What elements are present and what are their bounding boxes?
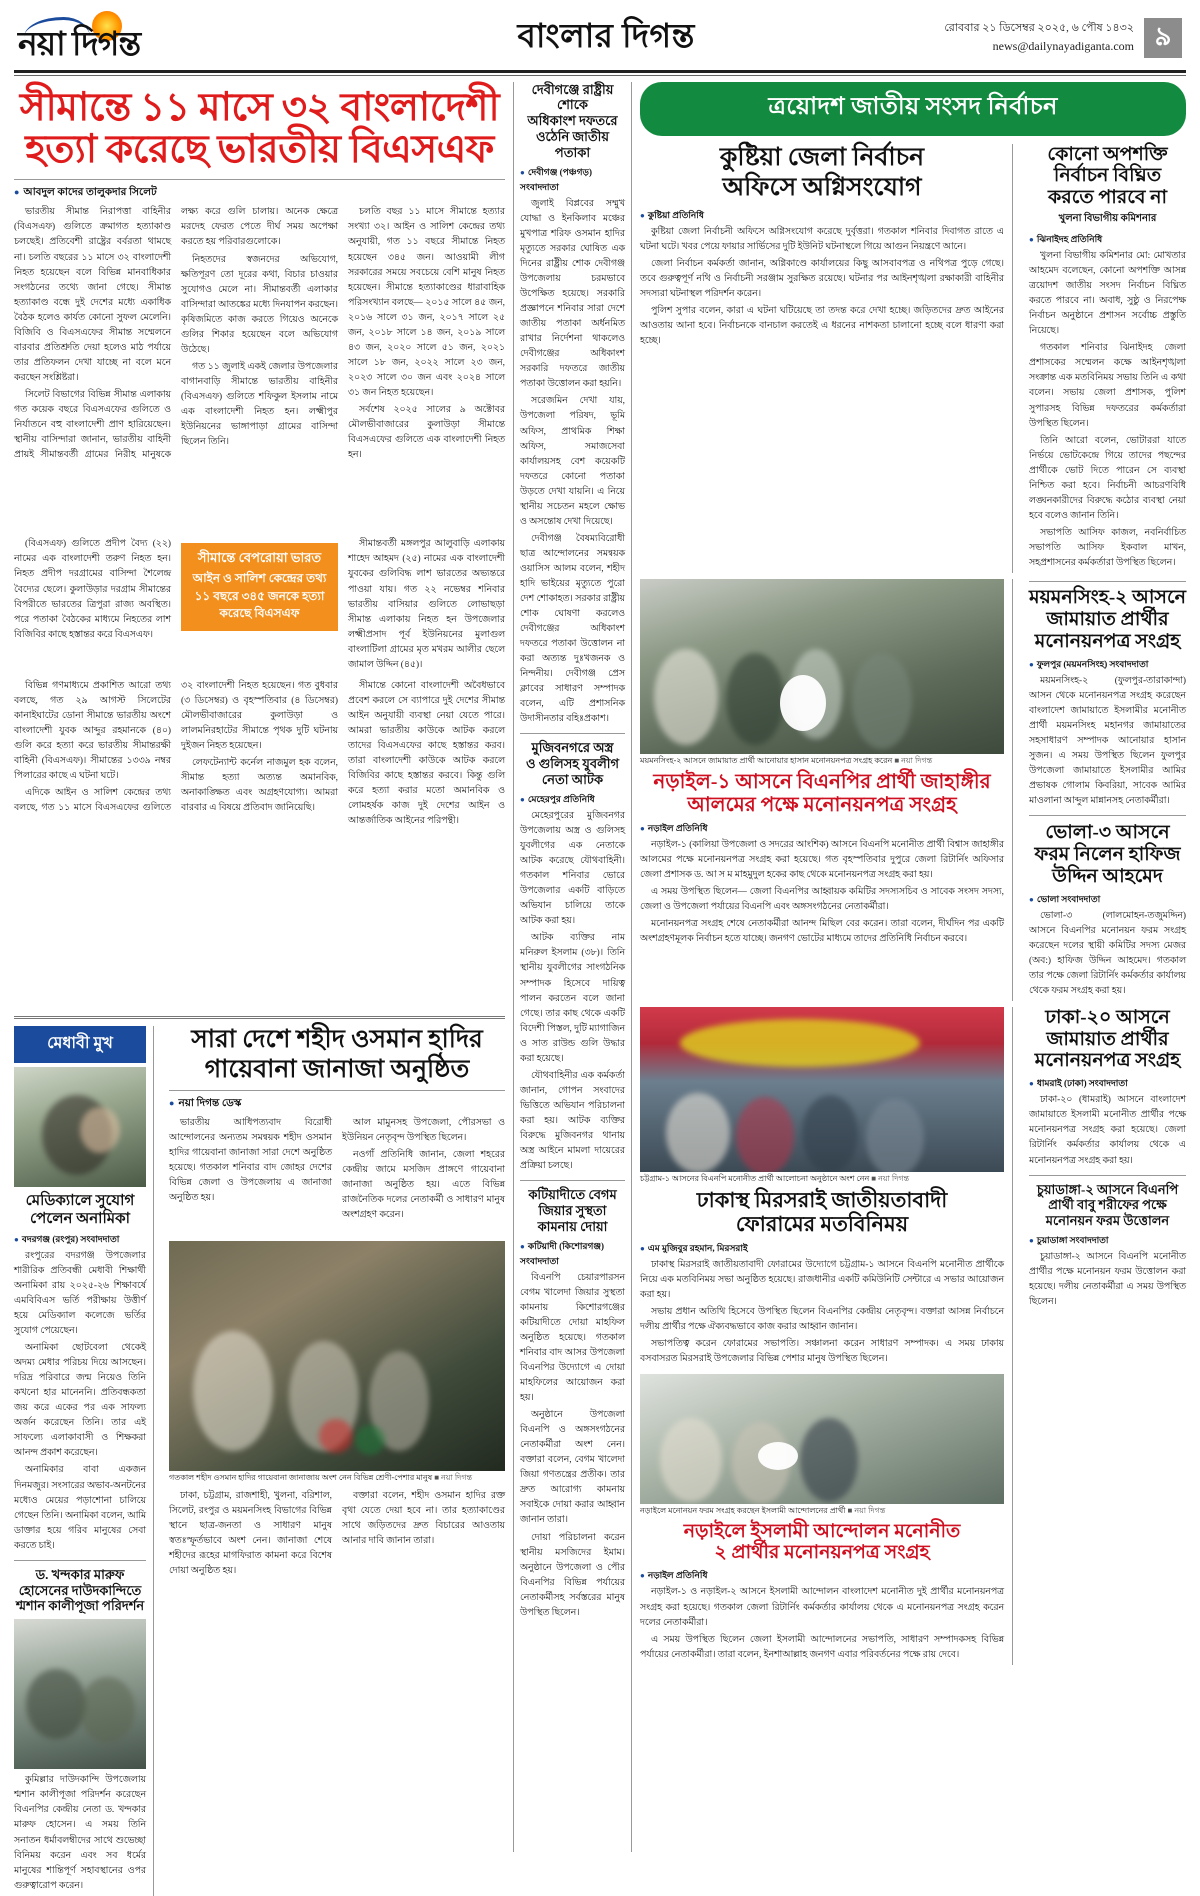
debiganj-title-1: দেবীগঞ্জে রাষ্ট্রীয় শোকে [531, 81, 614, 113]
katiadi-body [520, 1271, 625, 1621]
paragraph: নিহতদের স্বজনদের অভিযোগ, ক্ষতিপূরণ তো দূরের কথা, বিচার চাওয়ার সুযোগও মেলে না। সীমান্তবর্তী এলাকার বাসিন্দারা আতঙ্কের মধ্যে দিনযাপন করছেন। কৃষিজমিতে কাজ করতে গিয়েও অনেকে গুলির শিকার হয়েছেন বলে অভিযোগ উঠেছে। [181, 254, 338, 355]
bhola-title-2: ফরম নিলেন হাফিজ [1034, 843, 1181, 865]
paragraph: জেলা নির্বাচন কর্মকর্তা জানান, অগ্নিকাণ্ডে কার্যালয়ের কিছু আসবাবপত্র ও নথিপত্র পুড়ে গেছে। তবে গুরুত্বপূর্ণ নথি ও নির্বাচনী সরঞ্জাম সুরক্ষিত রয়েছে। ঘটনার পর আইনশৃঙ্খলা রক্ষাকারী বাহিনীর সদস্যরা ঘটনাস্থল পরিদর্শন করেন। [640, 258, 1004, 299]
bhola-title-3: উদ্দিন আহমেদ [1052, 865, 1163, 887]
mirsarai-photo-caption: চট্টগ্রাম-১ আসনের বিএনপি মনোনীত প্রার্থী আলোচনা অনুষ্ঠানে অংশ নেন ■ নয়া দিগন্ত [640, 1173, 910, 1183]
lead-callout-col [181, 537, 338, 674]
osman-section [162, 1026, 505, 1896]
logo-text: নয়া দিগন্ত [18, 27, 141, 63]
paragraph: পুলিশ সুপার বলেন, কারা এ ঘটনা ঘটিয়েছে তা তদন্ত করে দেখা হচ্ছে। জড়িতদের দ্রুত আইনের আওতায় আনা হবে। নির্বাচনকে বানচাল করতেই এ ধরনের নাশকতা চালানো হচ্ছে বলে ধারণা করা হচ্ছে। [640, 305, 1004, 346]
election-bottom-row [640, 1007, 1186, 1665]
lead-lower-col1 [14, 537, 171, 674]
debiganj-body [520, 197, 625, 728]
osman-photo-caption: গতকাল শহীদ ওসমান হাদির গায়েবানা জানাজায় অংশ নেন বিভিন্ন শ্রেণী-পেশার মানুষ ■ নয়া দিগন্ত [169, 1472, 473, 1482]
khulna-title-2: নির্বাচন বিঘ্নিত [1053, 165, 1162, 187]
mujibnagar-body [520, 809, 625, 1174]
narail-islami-photo [640, 1374, 1004, 1504]
narail-title-1: নড়াইল-১ আসনে বিএনপির প্রার্থী জাহাঙ্গীর [653, 771, 991, 794]
lead-lower-block [14, 537, 505, 674]
callout-title: সীমান্তে বেপরোয়া ভারত [197, 550, 322, 566]
paragraph: (বিএসএফ) গুলিতে প্রদীপ বৈদ্য (২২) নামের এক বাংলাদেশী তরুণ নিহত হন। নিহত প্রদীপ দরগ্রামের বাসিন্দা শৈলেন্দ্র বৈদ্যের ছেলে। কুলাউড়ার দরগ্রাম সীমান্তের বিপরীতে ভারতের ত্রিপুরা রাজ্য অবস্থিত। পরে পতাকা বৈঠকের মাধ্যমে নিহতের লাশ বিজিবির কাছে হস্তান্তর করে বিএসএফ। [14, 539, 171, 640]
khulna-byline: ● ঝিনাইদহ প্রতিনিধি [1029, 232, 1186, 247]
lead-story [14, 82, 505, 172]
kushtia-title-2: অফিসে অগ্নিসংযোগ [722, 173, 922, 201]
kushtia-title-1: কুষ্টিয়া জেলা নির্বাচন [719, 143, 925, 171]
paragraph: অনুষ্ঠানে উপজেলা বিএনপি ও অঙ্গসংগঠনের নেতাকর্মীরা অংশ নেন। বক্তারা বলেন, বেগম খালেদা জিয়া গণতন্ত্রের প্রতীক। তার দ্রুত আরোগ্য কামনায় সবাইকে দোয়া করার আহ্বান জানান তারা। [520, 1410, 625, 1526]
osman-title-2: গায়েবানা জানাজা অনুষ্ঠিত [204, 1055, 470, 1083]
katiadi-title-1: কটিয়াদীতে বেগম [528, 1187, 617, 1203]
paragraph: নড়াইল-১ (কালিয়া উপজেলা ও সদরের আংশিক) আসনে বিএনপি মনোনীত প্রার্থী বিশ্বাস জাহাঙ্গীর আলমের পক্ষে মনোনয়নপত্র সংগ্রহ করা হয়েছে। গত বৃহস্পতিবার দুপুরে জেলা রিটার্নিং অফিসার জেলা প্রশাসক ড. আ স ম মাহমুদুল হকের কাছ থেকে মনোনয়নপত্র সংগ্রহ করা হয়। [640, 840, 1004, 881]
paragraph: সভাপতি আসিফ কাজল, নবনির্বাচিত সভাপতি আসিফ ইকবাল মাখন, সহপ্রশাসনের কর্মকর্তারা উপস্থিত ছিলেন। [1029, 527, 1186, 568]
dhaka20-title-2: জামায়াত প্রার্থীর [1046, 1028, 1169, 1050]
paragraph: সিলেট বিভাগের বিভিন্ন সীমান্ত এলাকায় গত কয়েক বছরে বিএসএফের গুলিতে ও নির্যাতনে বহু বাংলাদেশী প্রাণ হারিয়েছেন। স্থানীয় বাসিন্দারা জানান, ভারতীয় বাহিনী প্রায়ই সীমান্তবর্তী গ্রামের নিরীহ মানুষকে লক্ষ্য করে গুলি চালায়। অনেক ক্ষেত্রে মরদেহ ফেরত পেতে দীর্ঘ সময় অপেক্ষা করতে হয় পরিবারগুলোকে। [14, 207, 338, 461]
caption-credit: নয়া দিগন্ত [878, 1173, 910, 1183]
medhabi-section [14, 1026, 154, 1896]
mymensingh-title-3: মনোনয়নপত্র সংগ্রহ [1034, 630, 1181, 652]
divider [1029, 815, 1186, 816]
lead-headline-line2: হত্যা করেছে ভারতীয় বিএসএফ [25, 128, 494, 172]
lead-lower-text3 [348, 537, 505, 672]
masthead-right [944, 18, 1182, 58]
masthead-rule-thin [14, 75, 1186, 76]
mujibnagar-title-1: মুজিবনগরে অস্ত্র [531, 740, 614, 756]
divider [520, 1180, 625, 1181]
paragraph: ভারতীয় সীমান্ত নিরাপত্তা বাহিনীর (বিএসএফ) গুলিতে ক্রমাগত হত্যাকাণ্ড চলছেই। প্রতিবেশী রাষ্ট্রের বর্বরতা থামছে না। চলতি বছরের ১১ মাসে ৩২ বাংলাদেশী নিহত হয়েছেন বলে বিভিন্ন মানবাধিকার সংগঠনের তথ্যে জানা গেছে। সীমান্ত হত্যাকাণ্ড বন্ধে দুই দেশের মধ্যে একাধিক বৈঠক হলেও কার্যত কোনো সুফল মেলেনি। বিজিবি ও বিএসএফের সীমান্ত সম্মেলনে বারবার প্রতিশ্রুতি দেয়া হলেও মাঠ পর্যায়ে তার প্রতিফলন দেখা যাচ্ছে না বলে মনে করছেন সংশ্লিষ্টরা। [14, 207, 171, 383]
divider [169, 1090, 505, 1091]
election-top-row [640, 144, 1186, 574]
chuadanga-title-1: চুয়াডাঙ্গা-২ আসনে বিএনপি [1036, 1181, 1179, 1197]
center-title-text: বাংলার দিগন্ত [517, 19, 695, 55]
narail-body [640, 838, 1004, 947]
date-line: রোববার ২১ ডিসেম্বর ২০২৫, ৬ পৌষ ১৪৩২ [944, 22, 1134, 35]
page-number-badge: ৯ [1144, 18, 1182, 58]
lower-left-block [14, 1026, 505, 1896]
katiadi-byline: ● কটিয়াদী (কিশোরগঞ্জ) সংবাদদাতা [520, 1239, 625, 1269]
dhaka20-title-1: ঢাকা-২০ আসনে [1045, 1006, 1170, 1028]
dhaka20-body [1029, 1093, 1186, 1168]
lead-lower-text1 [14, 537, 171, 642]
lead-lower-col3 [348, 537, 505, 674]
dhaka20-title-3: মনোনয়নপত্র সংগ্রহ [1034, 1050, 1181, 1072]
lead-continued [14, 679, 505, 1009]
divider [14, 179, 505, 180]
divider [1029, 581, 1186, 582]
mymensingh-body [1029, 674, 1186, 809]
paragraph: তিনি আরো বলেন, ভোটাররা যাতে নির্ভয়ে ভোটকেন্দ্রে গিয়ে তাদের পছন্দের প্রার্থীকে ভোট দিতে পারেন সে ব্যবস্থা নিশ্চিত করা হবে। নির্বাচনী আচরণবিধি লঙ্ঘনকারীদের বিরুদ্ধে কঠোর ব্যবস্থা নেয়া হবে বলেও জানান তিনি। [1029, 435, 1186, 521]
masthead-meta [944, 20, 1134, 56]
medhabi-byline: ● বদরগঞ্জ (রংপুর) সংবাদদাতা [14, 1232, 146, 1247]
medhabi-photo [14, 1067, 146, 1187]
katiadi-title-3: কামনায় দোয়া [537, 1218, 608, 1234]
debiganj-title-3: ওঠেনি জাতীয় পতাকা [535, 129, 609, 160]
caption-credit: নয়া দিগন্ত [441, 1472, 473, 1482]
paragraph: কুষ্টিয়া জেলা নির্বাচনী অফিসে অগ্নিসংযোগ করেছে দুর্বৃত্তরা। গতকাল শনিবার দিবাগত রাতে এ ঘটনা ঘটে। খবর পেয়ে ফায়ার সার্ভিসের দুটি ইউনিট ঘটনাস্থলে গিয়ে আগুন নিয়ন্ত্রণে আনে। [640, 226, 1004, 252]
paragraph: মেহেরপুরের মুজিবনগর উপজেলায় অস্ত্র ও গুলিসহ যুবলীগের এক নেতাকে আটক করেছে যৌথবাহিনী। গতকাল শনিবার ভোরে উপজেলার একটি বাড়িতে অভিযান চালিয়ে তাকে আটক করা হয়। [520, 811, 625, 927]
khulna-kicker: খুলনা বিভাগীয় কমিশনার [1058, 213, 1157, 225]
medhabi-tab: মেধাবী মুখ [14, 1026, 146, 1063]
paragraph: এ সময় উপস্থিত ছিলেন জেলা ইসলামী আন্দোলনের সভাপতি, সাধারণ সম্পাদকসহ বিভিন্ন পর্যায়ের নেতাকর্মীরা। তারা বলেন, ইনশাআল্লাহ জনগণ এবার পরিবর্তনের পক্ষে রায় দেবে। [640, 1634, 1004, 1660]
divider [14, 1560, 146, 1561]
medhabi-body [14, 1249, 146, 1554]
orange-callout [181, 543, 338, 631]
logo[interactable] [18, 13, 268, 63]
khulna-title-3: করতে পারবে না [1047, 187, 1168, 209]
paragraph: আল মামুনসহ উপজেলা, পৌরসভা ও ইউনিয়ন নেতৃবৃন্দ উপস্থিত ছিলেন। [342, 1117, 505, 1143]
chuadanga-body [1029, 1250, 1186, 1310]
osman-title-1: সারা দেশে শহীদ ওসমান হাদির [191, 1025, 483, 1053]
paragraph: মনোনয়নপত্র সংগ্রহ শেষে নেতাকর্মীরা আনন্দ মিছিল বের করেন। তারা বলেন, দীর্ঘদিন পর একটি অংশগ্রহণমূলক নির্বাচন হতে যাচ্ছে। জনগণ ভোটের মাধ্যমে তাদের প্রতিনিধি নির্বাচন করবে। [640, 919, 1004, 945]
paragraph: সভায় প্রধান অতিথি হিসেবে উপস্থিত ছিলেন বিএনপির কেন্দ্রীয় নেতৃবৃন্দ। বক্তারা আসন্ন নির্বাচনে দলীয় প্রার্থীর পক্ষে ঐক্যবদ্ধভাবে কাজ করার আহ্বান জানান। [640, 1307, 1004, 1333]
mymensingh-title-1: ময়মনসিংহ-২ আসনে [1029, 587, 1186, 609]
chuadanga-byline: ● চুয়াডাঙ্গা সংবাদদাতা [1029, 1233, 1186, 1248]
medhabi-kicker-3: শ্মশান কালীপূজা পরিদর্শন [15, 1598, 145, 1614]
paragraph: খুলনা বিভাগীয় কমিশনার মো: মোখতার আহমেদ বলেছেন, কোনো অপশক্তি আসন্ন ত্রয়োদশ জাতীয় সংসদ নির্বাচন বিঘ্নিত করতে পারবে না। অবাধ, সুষ্ঠু ও নিরপেক্ষ নির্বাচন অনুষ্ঠানে প্রশাসন সর্বোচ্চ প্রস্তুতি নিয়েছে। [1029, 251, 1186, 337]
medhabi-title-2: পেলেন অনামিকা [30, 1210, 130, 1227]
lead-body-columns [14, 205, 505, 535]
middle-column [514, 82, 632, 1852]
masthead-rule [14, 70, 1186, 73]
caption-text: চট্টগ্রাম-১ আসনের বিএনপি মনোনীত প্রার্থী আলোচনা অনুষ্ঠানে অংশ নেন [640, 1173, 870, 1183]
kushtia-byline: ● কুষ্টিয়া প্রতিনিধি [640, 208, 1004, 223]
debiganj-title-2: অধিকাংশ দফতরে [527, 113, 618, 129]
paragraph: চলতি বছর ১১ মাসে সীমান্তে হত্যার সংখ্যা ৩২। আইন ও সালিশ কেন্দ্রের তথ্য অনুযায়ী, গত ১১ বছরে সীমান্তে নিহত হয়েছেন ৩৪৫ জন। আওয়ামী লীগ সরকারের সময়ে সবচেয়ে বেশি মানুষ নিহত হয়েছেন। সীমান্তে হত্যাকাণ্ডের ধারাবাহিক পরিসংখ্যান বলছে— ২০১৫ সালে ৪৫ জন, ২০১৬ সালে ৩১ জন, ২০১৭ সালে ২৫ জন, ২০১৮ সালে ১৪ জন, ২০১৯ সালে ৪৩ জন, ২০২০ সালে ৫১ জন, ২০২১ সালে ১৮ জন, ২০২২ সালে ২৩ জন, ২০২৩ সালে ৩০ জন এবং ২০২৪ সালে ৩১ জন নিহত হয়েছেন। [348, 207, 505, 398]
mirsarai-body [640, 1258, 1004, 1367]
caption-text: নড়াইলে মনোনয়ন ফরম সংগ্রহ করছেন ইসলামী আন্দোলনের প্রার্থী [640, 1505, 846, 1515]
osman-body-columns-2 [169, 1489, 505, 1709]
paragraph: সভাপতিত্ব করেন ফোরামের সভাপতি। সঞ্চালনা করেন সাধারণ সম্পাদক। এ সময় ঢাকায় বসবাসরত মিরসরাই উপজেলার বিভিন্ন পেশার মানুষ উপস্থিত ছিলেন। [640, 1339, 1004, 1365]
mirsarai-title-2: ফোরামের মতবিনিময় [735, 1211, 909, 1236]
mymensingh-byline: ● ফুলপুর (ময়মনসিংহ) সংবাদদাতা [1029, 657, 1186, 672]
paragraph: বক্তারা বলেন, শহীদ ওসমান হাদির রক্ত বৃথা যেতে দেয়া হবে না। তার হত্যাকাণ্ডের সাথে জড়িতদের দ্রুত বিচারের আওতায় আনার দাবি জানান তারা। [342, 1491, 505, 1547]
mirsarai-title-1: ঢাকাস্থ মিরসরাই জাতীয়তাবাদী [696, 1188, 948, 1213]
left-column [14, 82, 514, 1891]
osman-byline: ● নয়া দিগন্ত ডেস্ক [169, 1096, 505, 1113]
mujibnagar-title-3: নেতা আটক [541, 772, 604, 788]
kushtia-body [640, 225, 1004, 349]
paragraph: বিভিন্ন গণমাধ্যমে প্রকাশিত আরো তথ্য বলছে, গত ২৯ আগস্ট সিলেটের কানাইঘাটের ডোনা সীমান্তে ভারতীয় অংশে বাংলাদেশী যুবক আব্দুর রহমানকে (৪০) গুলি করে হত্যা করে ভারতীয় সীমান্তরক্ষী বাহিনী (বিএসএফ)। সীমান্তের ১৩৩৯ নম্বর পিলারের কাছে এ ঘটনা ঘটে। [14, 680, 171, 782]
debiganj-byline: ● দেবীগঞ্জ (পঞ্চগড়) সংবাদদাতা [520, 165, 625, 195]
mymensingh-title-2: জামায়াত প্রার্থীর [1046, 608, 1169, 630]
mirsarai-section [640, 1007, 1013, 1665]
caption-credit: নয়া দিগন্ত [901, 756, 933, 766]
paragraph: কুমিল্লার দাউদকান্দি উপজেলায় শ্মশান কালীপূজা পরিদর্শন করেছেন বিএনপির কেন্দ্রীয় নেতা ড. খন্দকার মারুফ হোসেন। এ সময় তিনি সনাতন ধর্মাবলম্বীদের সাথে শুভেচ্ছা বিনিময় করেন এবং সব ধর্মের মানুষের শান্তিপূর্ণ সহাবস্থানের ওপর গুরুত্বারোপ করেন। [14, 1775, 146, 1891]
paragraph: চুয়াডাঙ্গা-২ আসনে বিএনপি মনোনীত প্রার্থীর পক্ষে মনোনয়ন ফরম উত্তোলন করা হয়েছে। দলীয় নেতাকর্মীরা এ সময় উপস্থিত ছিলেন। [1029, 1252, 1186, 1308]
islami-title-1: নড়াইলে ইসলামী আন্দোলন মনোনীত [683, 1520, 961, 1542]
paragraph: রংপুরের বদরগঞ্জ উপজেলার শারীরিক প্রতিবন্ধী মেধাবী শিক্ষার্থী অনামিকা রায় ২০২৫-২৬ শিক্ষাবর্ষে এমবিবিএস ভর্তি পরীক্ষায় উত্তীর্ণ হয়ে মেডিক্যাল কলেজে ভর্তির সুযোগ পেয়েছেন। [14, 1250, 146, 1337]
logo-mark [18, 13, 258, 63]
paragraph: বিএনপি চেয়ারপারসন বেগম খালেদা জিয়ার সুস্থতা কামনায় কিশোরগঞ্জের কটিয়াদীতে দোয়া মাহফিল অনুষ্ঠিত হয়েছে। গতকাল শনিবার বাদ আসর উপজেলা বিএনপির উদ্যোগে এ দোয়া মাহফিলের আয়োজন করা হয়। [520, 1272, 625, 1404]
lead-headline-line1: সীমান্তে ১১ মাসে ৩২ বাংলাদেশী [19, 85, 500, 129]
paragraph: সরেজমিন দেখা যায়, উপজেলা পরিষদ, ভূমি অফিস, প্রাথমিক শিক্ষা অফিস, সমাজসেবা কার্যালয়সহ বেশ কয়েকটি দফতরে কোনো পতাকা উড়তে দেখা যায়নি। এ নিয়ে স্থানীয় সচেতন মহলে ক্ষোভ ও অসন্তোষ দেখা দিয়েছে। [520, 396, 625, 527]
mujibnagar-byline: ● মেহেরপুর প্রতিনিধি [520, 792, 625, 807]
mirsarai-photo [640, 1007, 1004, 1172]
center-title [268, 10, 944, 66]
paragraph: দোয়া পরিচালনা করেন স্থানীয় মসজিদের ইমাম। অনুষ্ঠানে উপজেলা ও পৌর বিএনপির বিভিন্ন পর্যায়ের নেতাকর্মীসহ সর্বস্তরের মানুষ উপস্থিত ছিলেন। [520, 1532, 625, 1618]
narail-section [640, 579, 1013, 1001]
paragraph: সীমান্তবর্তী মঙ্গলপুর আলুবাড়ি এলাকায় শাহেদ আহমদ (২৫) নামের এক বাংলাদেশী যুবকের গুলিবিদ্ধ লাশ ভারতের অভ্যন্তরে পাওয়া যায়। গত ২২ নভেম্বর শনিবার ভারতীয় বাসিয়ার গুলিতে লোভাছড়া সীমান্ত এলাকায় নিহত হন উপজেলার লক্ষ্মীপ্রসাদ পূর্ব ইউনিয়নের মুলাগুল বাংলাটিলা গ্রামের মৃত মখরম আলীর ছেলে জামাল উদ্দিন (৪৫)। [348, 539, 505, 670]
paragraph: নওগাঁ প্রতিনিধি জানান, জেলা শহরের কেন্দ্রীয় জামে মসজিদ প্রাঙ্গণে গায়েবানা জানাজা অনুষ্ঠিত হয়। এতে বিভিন্ন রাজনৈতিক দলের নেতাকর্মী ও সাধারণ মানুষ অংশগ্রহণ করেন। [342, 1149, 505, 1221]
chuadanga-title-3: মনোনয়ন ফরম উত্তোলন [1045, 1213, 1170, 1229]
paragraph: সীমান্তে কোনো বাংলাদেশী অবৈধভাবে প্রবেশ করলে সে ব্যাপারে দুই দেশের সীমান্ত আইন অনুযায়ী ব্যবস্থা নেয়া যেতে পারে। আমরা ভারতীয় কাউকে আটক করলে তাদের বিএসএফের কাছে হস্তান্তর করব। তারা বাংলাদেশী কাউকে আটক করলে বিজিবির কাছে হস্তান্তর করবে। কিন্তু গুলি করে হত্যা করার মতো অমানবিক ও লোমহর্ষক কাজ দুই দেশের আইন ও আন্তর্জাতিক আইনের পরিপন্থী। [348, 680, 505, 827]
paragraph: গত ১১ জুলাই একই জেলার উপজেলার বাগানবাড়ি সীমান্তে ভারতীয় বাহিনীর (বিএসএফ) গুলিতে শফিকুল ইসলাম নামে এক বাংলাদেশী নিহত হন। লক্ষ্মীপুর ইউনিয়নের ভাঙ্গাপাড়া গ্রামের বাসিন্দা ছিলেন তিনি। [181, 361, 338, 448]
katiadi-title-2: জিয়ার সুস্থতা [538, 1203, 607, 1218]
divider [1029, 1175, 1186, 1176]
mymensingh-photo [640, 579, 1004, 754]
divider [520, 733, 625, 734]
islami-body [640, 1585, 1004, 1662]
paragraph: গতকাল শনিবার ঝিনাইদহ জেলা প্রশাসকের সম্মেলন কক্ষে আইনশৃঙ্খলা সংক্রান্ত এক মতবিনিময় সভায় তিনি এ কথা বলেন। সভায় জেলা প্রশাসক, পুলিশ সুপারসহ বিভিন্ন দফতরের কর্মকর্তারা উপস্থিত ছিলেন। [1029, 343, 1186, 429]
mujibnagar-title-2: ও গুলিসহ যুবলীগ [525, 756, 620, 772]
kalipuja-photo [14, 1619, 146, 1769]
divider [14, 1016, 505, 1019]
email-link[interactable]: news@dailynayadiganta.com [992, 39, 1134, 54]
medhabi-title-1: মেডিক্যালে সুযোগ [25, 1192, 135, 1209]
osman-body-columns [169, 1116, 505, 1236]
paragraph: এদিকে আইন ও সালিশ কেন্দ্রের তথ্য বলছে, গত ১১ মাসে বিএসএফের গুলিতে ৩২ বাংলাদেশী নিহত হয়েছেন। গত বুধবার (৩ ডিসেম্বর) ও বৃহস্পতিবার (৪ ডিসেম্বর) মৌলভীবাজারের কুলাউড়া ও লালমনিরহাটের সীমান্তে পৃথক দুটি ঘটনায় দুইজন নিহত হয়েছেন। [14, 680, 338, 814]
islami-title-2: ২ প্রার্থীর মনোনয়নপত্র সংগ্রহ [714, 1542, 930, 1564]
right-column [632, 82, 1186, 1852]
mirsarai-byline: ● এম মুজিবুর রহমান, মিরসরাই [640, 1241, 1004, 1256]
election-mid-row [640, 579, 1186, 1001]
paragraph: লেফটেন্যান্ট কর্নেল নাজমুল হক বলেন, সীমান্ত হত্যা অত্যন্ত অমানবিক, অনাকাঙ্ক্ষিত এবং অগ্রহণযোগ্য। আমরা বারবার এ বিষয়ে প্রতিবাদ জানিয়েছি। [181, 758, 338, 814]
paragraph: জুলাই বিপ্লবের সম্মুখ যোদ্ধা ও ইনকিলাব মঞ্চের মুখপাত্র শরিফ ওসমান হাদির মৃত্যুতে সরকার ঘোষিত এক দিনের রাষ্ট্রীয় শোক দেবীগঞ্জ উপজেলায় চরমভাবে উপেক্ষিত হয়েছে। সরকারি প্রজ্ঞাপনে শনিবার সারা দেশে জাতীয় পতাকা অর্ধনমিত রাখার নির্দেশনা থাকলেও দেবীগঞ্জের অধিকাংশ সরকারি দফতরে জাতীয় পতাকা উত্তোলন করা হয়নি। [520, 198, 625, 390]
paragraph: ভারতীয় আধিপত্যবাদ বিরোধী আন্দোলনের অন্যতম সমন্বয়ক শহীদ ওসমান হাদির গায়েবানা জানাজা সারা দেশে অনুষ্ঠিত হয়েছে। গতকাল শনিবার বাদ জোহর দেশের বিভিন্ন জেলা ও উপজেলায় এ জানাজা অনুষ্ঠিত হয়। [169, 1117, 332, 1204]
paragraph: ঢাকা-২০ (ধামরাই) আসনে বাংলাদেশ জামায়াতে ইসলামী মনোনীত প্রার্থীর পক্ষে মনোনয়নপত্র সংগ্রহ করা হয়েছে। জেলা রিটার্নিং কর্মকর্তার কার্যালয় থেকে এ মনোনয়নপত্র সংগ্রহ করা হয়। [1029, 1095, 1186, 1166]
khulna-title-1: কোনো অপশক্তি [1047, 143, 1168, 165]
bhola-title-1: ভোলা-৩ আসনে [1045, 821, 1170, 843]
bhola-body [1029, 909, 1186, 999]
paragraph: অনামিকা ছোটবেলা থেকেই অদম্য মেধার পরিচয় দিয়ে আসছেন। দরিদ্র পরিবারে জন্ম নিয়েও তিনি কখনো হার মানেননি। প্রতিবন্ধকতা জয় করে একের পর এক সাফল্য অর্জন করেছেন তিনি। তার এই সাফল্যে এলাকাবাসী ও শিক্ষকরা আনন্দ প্রকাশ করেছেন। [14, 1343, 146, 1459]
chuadanga-title-2: প্রার্থী বাবু শরীফের পক্ষে [1048, 1197, 1167, 1213]
osman-photo [169, 1241, 505, 1471]
masthead [14, 10, 1186, 68]
narail-byline: ● নড়াইল প্রতিনিধি [640, 821, 1004, 836]
paragraph: ঢাকাস্থ মিরসরাই জাতীয়তাবাদী ফোরামের উদ্যোগে চট্টগ্রাম-১ আসনে বিএনপি মনোনীত প্রার্থীকে নিয়ে এক মতবিনিময় সভা অনুষ্ঠিত হয়েছে। রাজধানীর একটি কমিউনিটি সেন্টারে এ সভার আয়োজন করা হয়। [640, 1260, 1004, 1301]
paragraph: ঢাকা, চট্টগ্রাম, রাজশাহী, খুলনা, বরিশাল, সিলেট, রংপুর ও ময়মনসিংহ বিভাগের বিভিন্ন স্থানে ছাত্র-জনতা ও সাধারণ মানুষ স্বতঃস্ফূর্তভাবে অংশ নেন। জানাজা শেষে শহীদের রূহের মাগফিরাত কামনা করে বিশেষ দোয়া অনুষ্ঠিত হয়। [169, 1491, 332, 1577]
paragraph: ভোলা-৩ (লালমোহন-তজুমদ্দিন) আসনে বিএনপির মনোনয়ন ফরম সংগ্রহ করেছেন দলের স্থায়ী কমিটির সদস্য মেজর (অব:) হাফিজ উদ্দিন আহমেদ। গতকাল তার পক্ষে জেলা রিটার্নিং কর্মকর্তার কার্যালয় থেকে ফরম সংগ্রহ করা হয়। [1029, 910, 1186, 996]
lead-byline: ● আবদুল কাদের তালুকদার সিলেট [14, 185, 505, 202]
callout-body: আইন ও সালিশ কেন্দ্রের তথ্য ১১ বছরে ৩৪৫ জনকে হত্যা করেছে বিএসএফ [192, 571, 327, 621]
medhabi-kicker-2: হোসেনের দাউদকান্দিতে [18, 1582, 142, 1598]
narail-islami-caption: নড়াইলে মনোনয়ন ফরম সংগ্রহ করছেন ইসলামী আন্দোলনের প্রার্থী ■ নয়া দিগন্ত [640, 1505, 886, 1515]
kushtia-section [640, 144, 1013, 574]
kalipuja-body [14, 1773, 146, 1893]
islami-byline: ● নড়াইল প্রতিনিধি [640, 1568, 1004, 1583]
paragraph: নড়াইল-১ ও নড়াইল-২ আসনে ইসলামী আন্দোলন বাংলাদেশ মনোনীত দুই প্রার্থীর মনোনয়নপত্র সংগ্রহ করা হয়েছে। গতকাল জেলা রিটার্নিং কর্মকর্তার কার্যালয় থেকে এ মনোনয়নপত্র সংগ্রহ করেন দলের নেতাকর্মীরা। [640, 1587, 1004, 1628]
election-banner: ত্রয়োদশ জাতীয় সংসদ নির্বাচন [640, 82, 1186, 136]
caption-credit: নয়া দিগন্ত [854, 1505, 886, 1515]
paragraph: ময়মনসিংহ-২ (ফুলপুর-তারাকান্দা) আসন থেকে মনোনয়নপত্র সংগ্রহ করেছেন বাংলাদেশ জামায়াতে ইসলামীর মনোনীত প্রার্থী ময়মনসিংহ মহানগর জামায়াতের সহসাধারণ সম্পাদক আনোয়ার হাসান সুজন। এ সময় উপস্থিত ছিলেন ফুলপুর উপজেলা জামায়াতে ইসলামীর আমির প্রভাষক গোলাম কিবরিয়া, সাবেক আমির মাওলানা আব্দুল মান্নানসহ নেতাকর্মীরা। [1029, 675, 1186, 806]
content-grid [14, 81, 1186, 1891]
khulna-body [1029, 249, 1186, 571]
paragraph: অনামিকার বাবা একজন দিনমজুর। সংসারের অভাব-অনটনের মধ্যেও মেয়ের পড়াশোনা চালিয়ে গেছেন তিনি। অনামিকা বলেন, আমি ডাক্তার হয়ে গরিব মানুষের সেবা করতে চাই। [14, 1465, 146, 1551]
medhabi-kicker-1: ড. খন্দকার মারুফ [35, 1566, 125, 1582]
khulna-section [1021, 144, 1186, 574]
bhola-byline: ● ভোলা সংবাদদাতা [1029, 892, 1186, 907]
right-narrow-col-2 [1021, 1007, 1186, 1665]
paragraph: আটক ব্যক্তির নাম মনিরুল ইসলাম (৩৮)। তিনি স্থানীয় যুবলীগের সাংগঠনিক সম্পাদক হিসেবে দায়িত্ব পালন করতেন বলে জানা গেছে। তার কাছ থেকে একটি বিদেশী পিস্তল, দুটি ম্যাগাজিন ও সাত রাউন্ড গুলি উদ্ধার করা হয়েছে। [520, 933, 625, 1064]
right-narrow-col [1021, 579, 1186, 1001]
paragraph: দেবীগঞ্জ বৈষম্যবিরোধী ছাত্র আন্দোলনের সমন্বয়ক ওয়াসিস আলম বলেন, শহীদ হাদি ভাইয়ের মৃত্যুতে পুরো দেশ শোকাহত। সরকার রাষ্ট্রীয় শোক ঘোষণা করলেও দেবীগঞ্জের অধিকাংশ দফতরে পতাকা উত্তোলন না করা অত্যন্ত দুঃখজনক ও নিন্দনীয়। দেবীগঞ্জ প্রেস ক্লাবের সাধারণ সম্পাদক বলেন, এটি প্রশাসনিক উদাসীনতার বহিঃপ্রকাশ। [520, 533, 625, 725]
paragraph: যৌথবাহিনীর এক কর্মকর্তা জানান, গোপন সংবাদের ভিত্তিতে অভিযান পরিচালনা করা হয়। আটক ব্যক্তির বিরুদ্ধে মুজিবনগর থানায় অস্ত্র আইনে মামলা দায়েরের প্রক্রিয়া চলছে। [520, 1070, 625, 1172]
narail-title-2: আলমের পক্ষে মনোনয়নপত্র সংগ্রহ [687, 793, 957, 816]
mymensingh-photo-caption: ময়মনসিংহ-২ আসনে জামায়াত প্রার্থী আনোয়ার হাসান মনোনয়নপত্র সংগ্রহ করেন ■ নয়া দিগন্ত [640, 756, 933, 766]
dhaka20-byline: ● ধামরাই (ঢাকা) সংবাদদাতা [1029, 1076, 1186, 1091]
paragraph: সর্বশেষ ২০২৫ সালের ৯ অক্টোবর মৌলভীবাজারের কুলাউড়া সীমান্তে বিএসএফের গুলিতে এক বাংলাদেশী নিহত হন। [348, 404, 505, 461]
caption-text: ময়মনসিংহ-২ আসনে জামায়াত প্রার্থী আনোয়ার হাসান মনোনয়নপত্র সংগ্রহ করেন [640, 756, 893, 766]
paragraph: এ সময় উপস্থিত ছিলেন— জেলা বিএনপির আহ্বায়ক কমিটির সদস্যসচিব ও সাবেক সংসদ সদস্য, জেলা ও উপজেলা পর্যায়ের বিএনপি এবং অঙ্গসংগঠনের নেতাকর্মীরা। [640, 887, 1004, 913]
caption-text: গতকাল শহীদ ওসমান হাদির গায়েবানা জানাজায় অংশ নেন বিভিন্ন শ্রেণী-পেশার মানুষ [169, 1472, 433, 1482]
